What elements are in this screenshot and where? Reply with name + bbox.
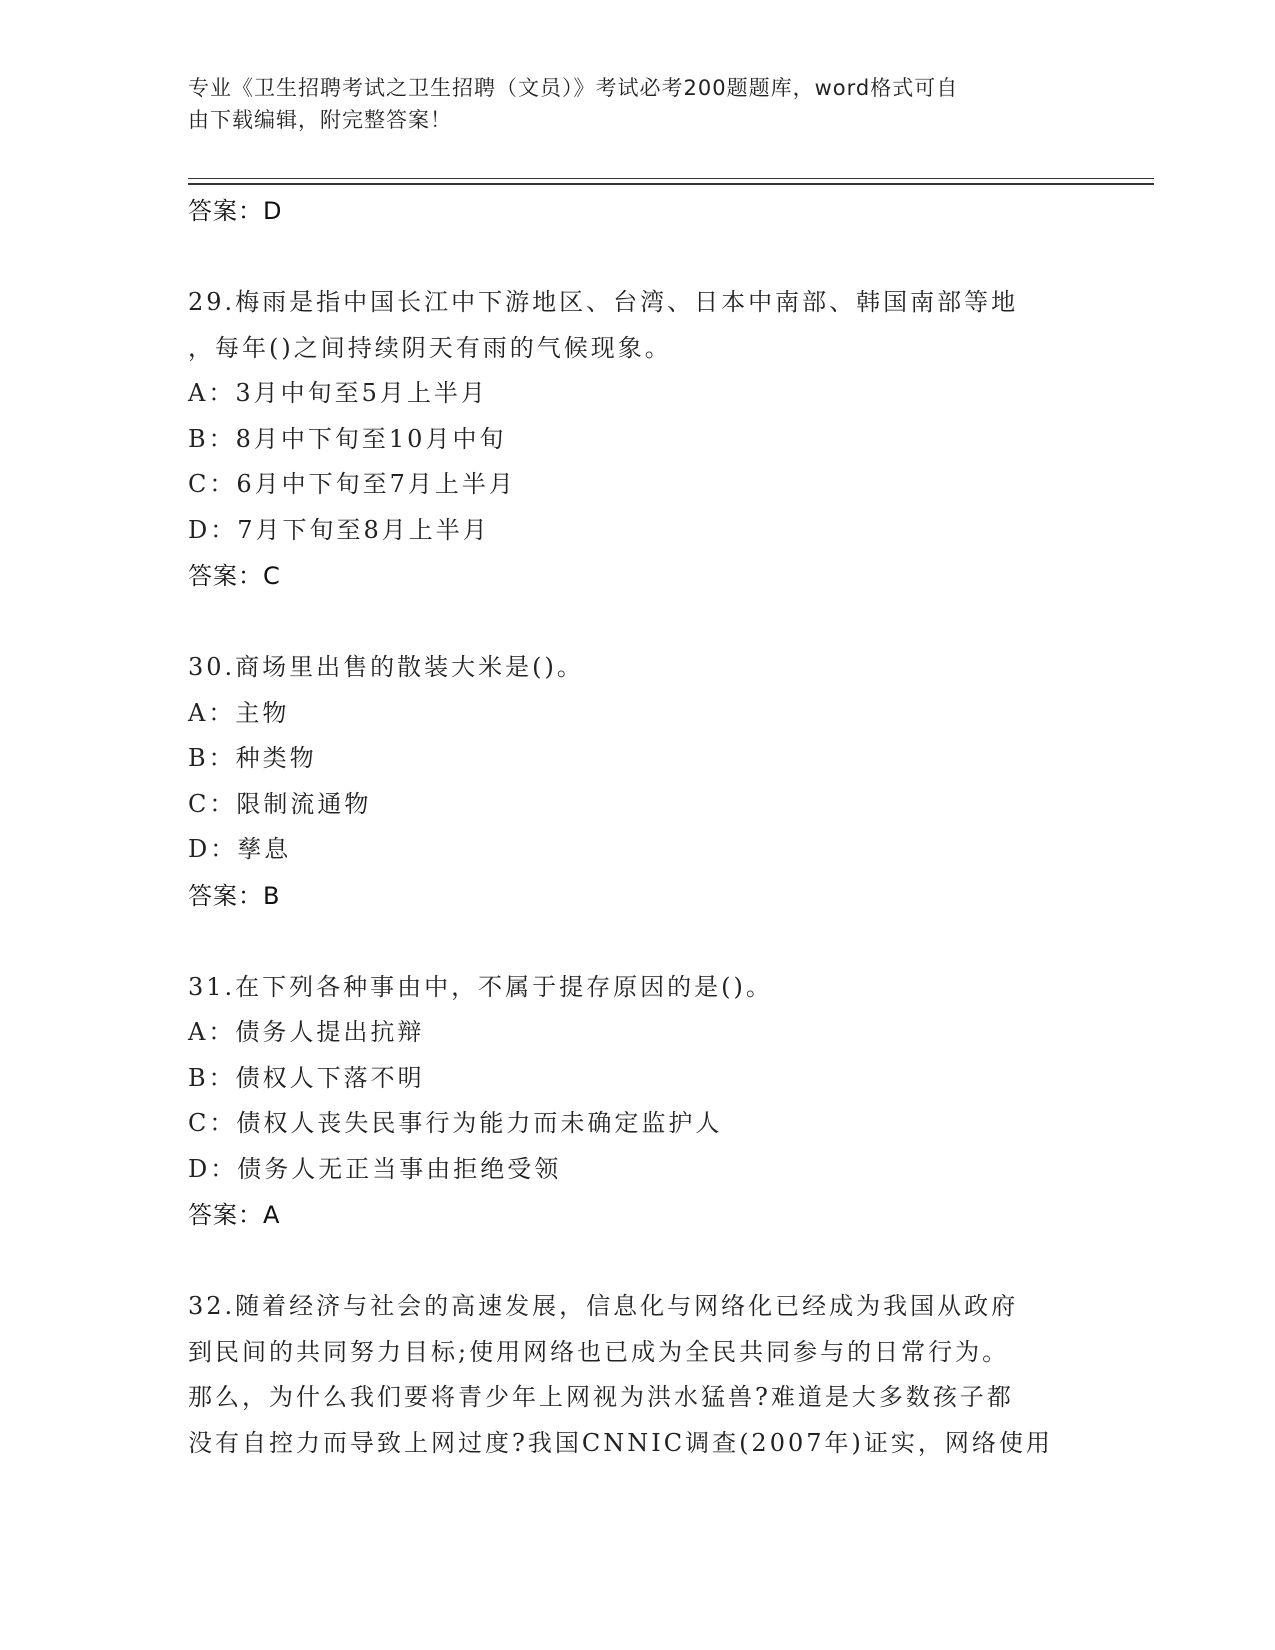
option-c: C：6月中下旬至7月上半月 (188, 470, 516, 498)
question-stem-line: 30.商场里出售的散装大米是()。 (188, 653, 584, 681)
option-b: B：8月中下旬至10月中旬 (188, 424, 507, 453)
answer-label: 答案：A (188, 1201, 281, 1229)
option-d: D：7月下旬至8月上半月 (188, 515, 490, 544)
answer-label: 答案：B (188, 881, 281, 910)
option-a: A：债务人提出抗辩 (188, 1018, 425, 1046)
header-line-1: 专业《卫生招聘考试之卫生招聘（文员）》考试必考200题题库，word格式可自 (188, 76, 959, 100)
page-header (188, 72, 1068, 136)
option-d: D：债务人无正当事由拒绝受领 (188, 1154, 562, 1183)
header-divider-thin (188, 178, 1154, 179)
answer-label: 答案：C (188, 562, 281, 590)
option-c: C：限制流通物 (188, 789, 372, 818)
question-block (188, 1284, 1088, 1466)
question-stem-line: 那么，为什么我们要将青少年上网视为洪水猛兽?难道是大多数孩子都 (188, 1383, 1014, 1411)
header-divider-thick (188, 183, 1154, 185)
question-block (188, 645, 1088, 919)
question-stem-line: 31.在下列各种事由中，不属于提存原因的是()。 (188, 972, 773, 1001)
question-list (188, 188, 1088, 1466)
option-b: B：种类物 (188, 744, 317, 772)
question-stem-line: 没有自控力而导致上网过度?我国CNNIC调查(2007年)证实，网络使用 (188, 1428, 1053, 1457)
option-d: D：孳息 (188, 835, 292, 863)
option-a: A：主物 (188, 698, 290, 727)
question-stem-line: 29.梅雨是指中国长江中下游地区、台湾、日本中南部、韩国南部等地 (188, 288, 1019, 316)
previous-answer: 答案：D (188, 197, 283, 225)
question-stem-line: 到民间的共同努力目标;使用网络也已成为全民共同参与的日常行为。 (188, 1337, 1010, 1366)
option-a: A：3月中旬至5月上半月 (188, 379, 488, 407)
question-stem-line: ，每年()之间持续阴天有雨的气候现象。 (188, 333, 672, 362)
option-b: B：债权人下落不明 (188, 1063, 425, 1092)
question-block (188, 280, 1088, 599)
option-c: C：债权人丧失民事行为能力而未确定监护人 (188, 1109, 723, 1137)
question-stem-line: 32.随着经济与社会的高速发展，信息化与网络化已经成为我国从政府 (188, 1292, 1019, 1320)
header-line-2: 由下载编辑，附完整答案！ (188, 108, 452, 132)
question-block (188, 965, 1088, 1239)
